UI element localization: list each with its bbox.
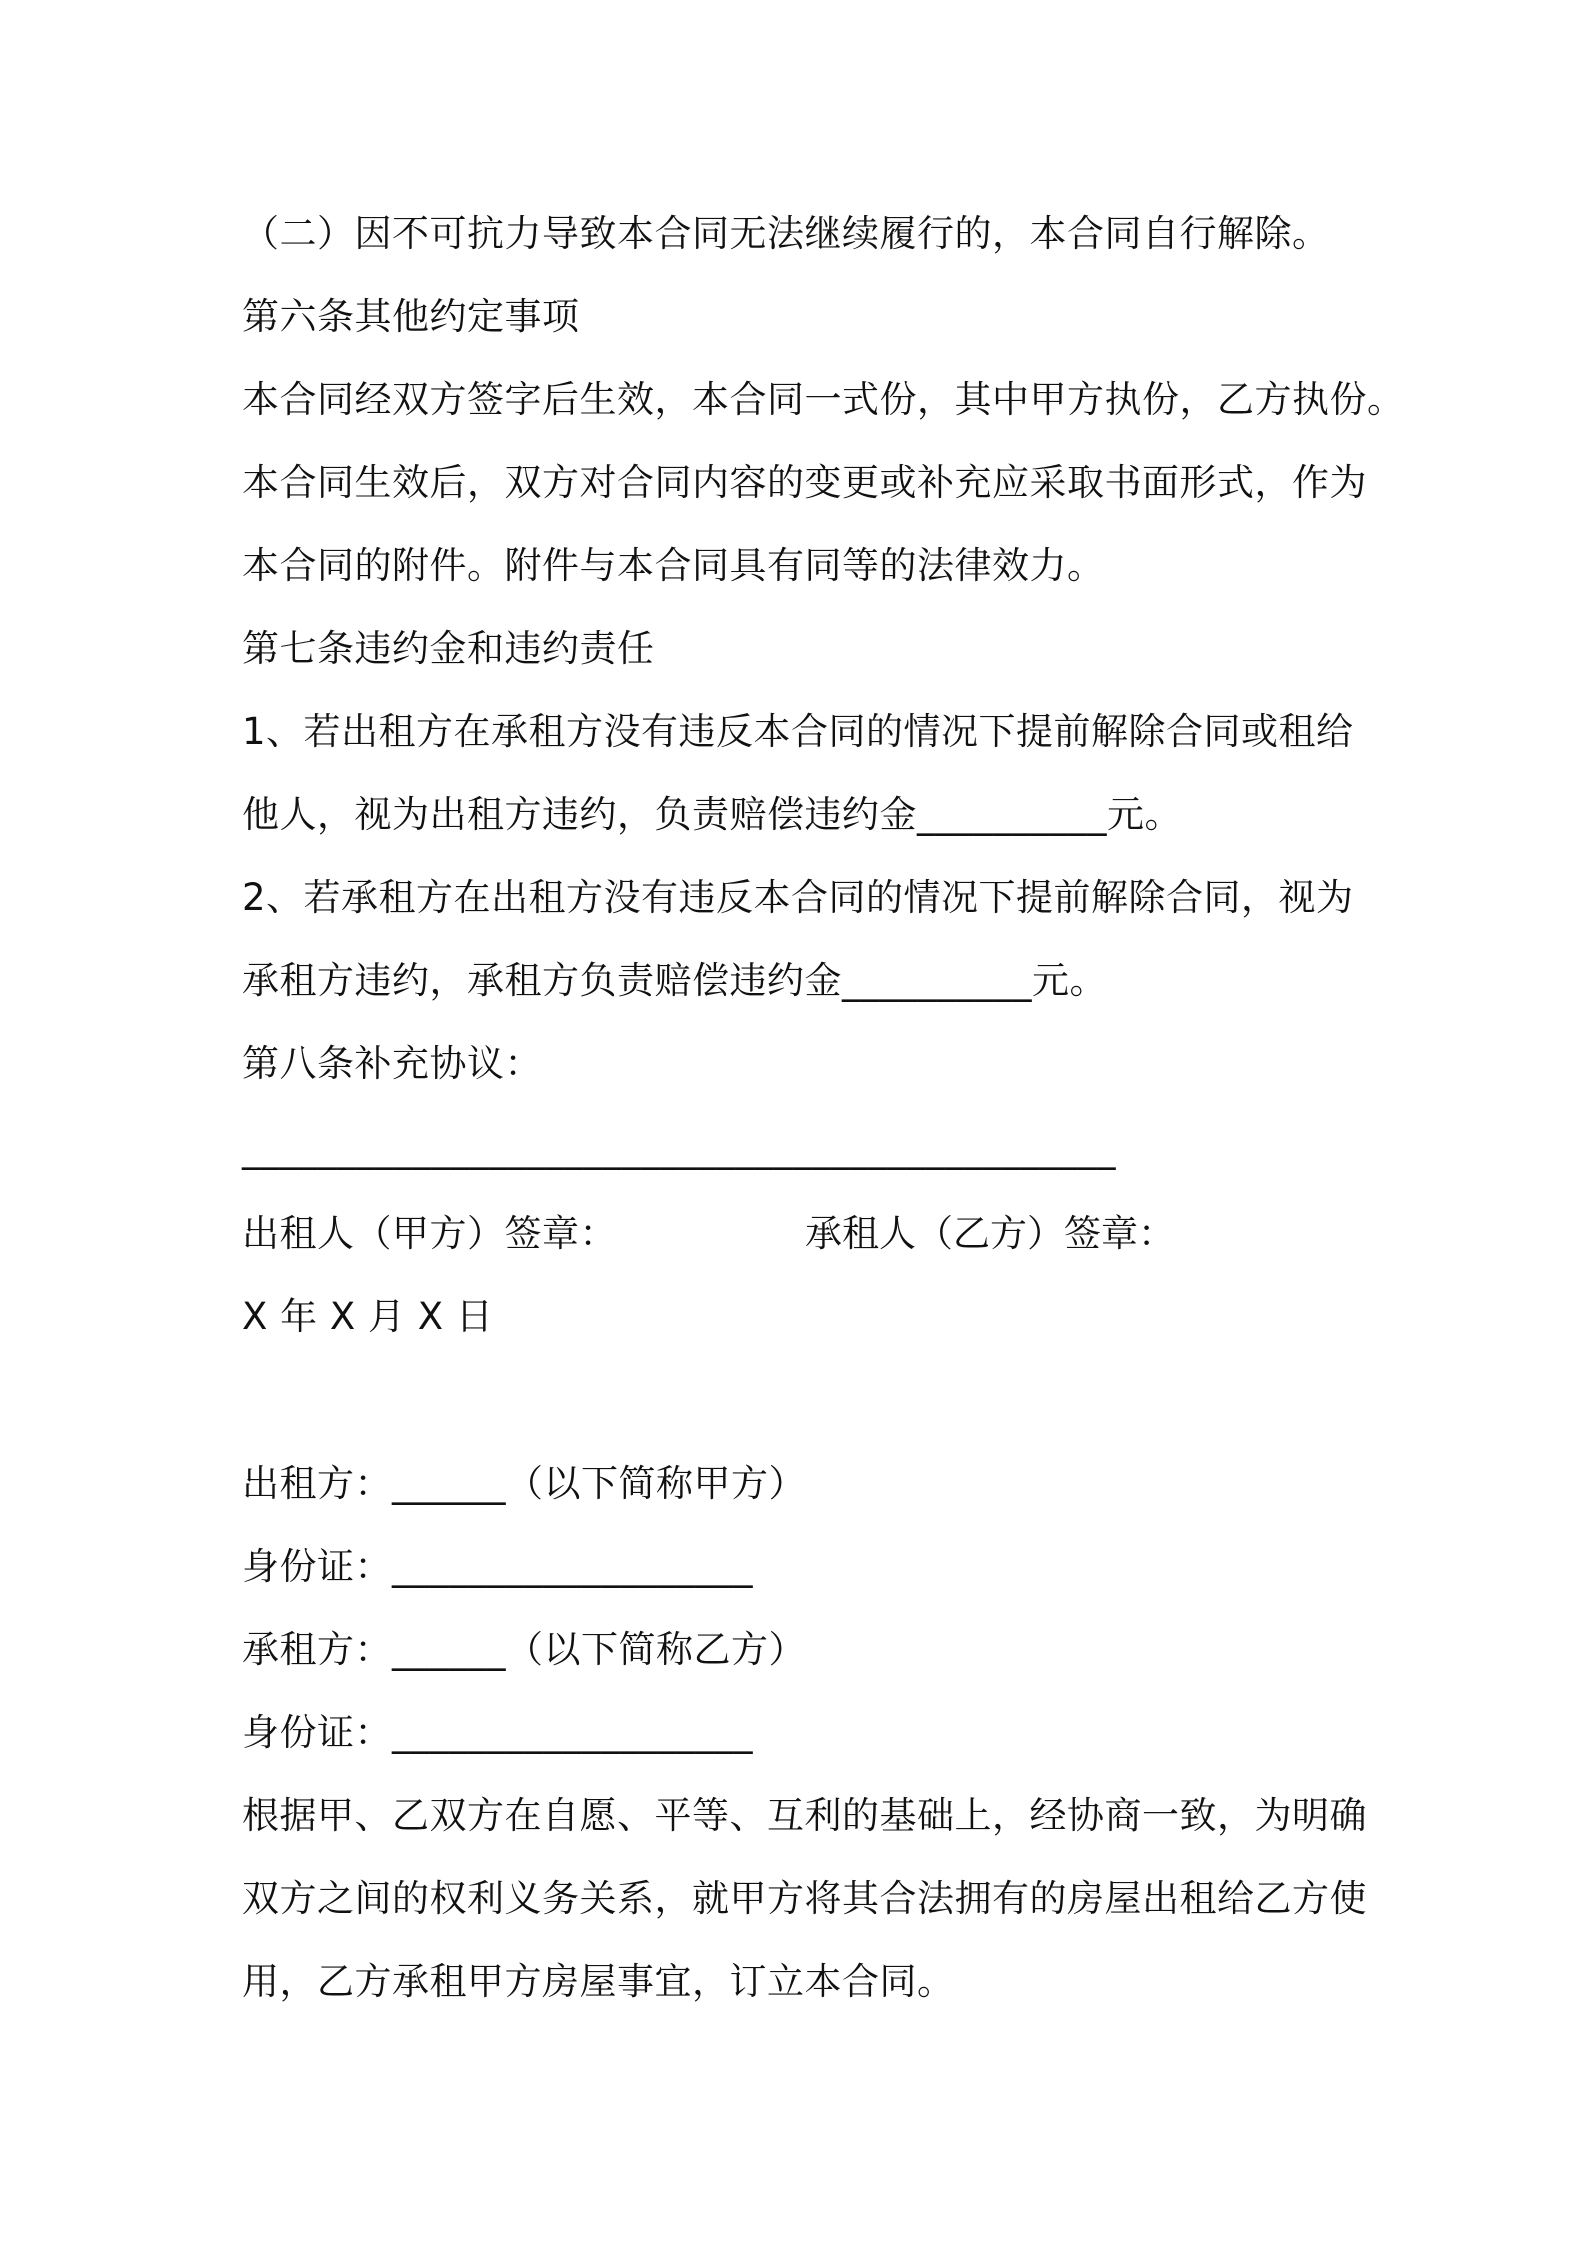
article-7-clause-1b: 他人，视为出租方违约，负责赔偿违约金__________元。 xyxy=(242,793,1182,836)
lessee-id: 身份证：___________________ xyxy=(242,1711,753,1754)
lessee-signature: 承租人（乙方）签章： xyxy=(805,1212,1175,1255)
article-7-heading: 第七条违约金和违约责任 xyxy=(242,627,655,670)
article-8-heading: 第八条补充协议： xyxy=(242,1042,542,1085)
article-6-text-1: 本合同经双方签字后生效，本合同一式份，其中甲方执份，乙方执份。 xyxy=(242,378,1405,421)
signature-date: X 年 X 月 X 日 xyxy=(242,1295,494,1338)
article-6-text-3: 本合同的附件。附件与本合同具有同等的法律效力。 xyxy=(242,544,1105,587)
lessor-id: 身份证：___________________ xyxy=(242,1545,753,1588)
article-6-heading: 第六条其他约定事项 xyxy=(242,295,580,338)
lessor-name: 出租方：______（以下简称甲方） xyxy=(242,1462,806,1505)
clause-force-majeure: （二）因不可抗力导致本合同无法继续履行的，本合同自行解除。 xyxy=(242,212,1330,255)
preamble-text-1: 根据甲、乙双方在自愿、平等、互利的基础上，经协商一致，为明确 xyxy=(242,1794,1367,1837)
preamble-text-3: 用，乙方承租甲方房屋事宜，订立本合同。 xyxy=(242,1960,955,2003)
article-6-text-2: 本合同生效后，双方对合同内容的变更或补充应采取书面形式，作为 xyxy=(242,461,1367,504)
article-7-clause-1a: 1、若出租方在承租方没有违反本合同的情况下提前解除合同或租给 xyxy=(242,710,1354,753)
preamble-text-2: 双方之间的权利义务关系，就甲方将其合法拥有的房屋出租给乙方使 xyxy=(242,1877,1367,1920)
article-7-clause-2b: 承租方违约，承租方负责赔偿违约金__________元。 xyxy=(242,959,1107,1002)
article-7-clause-2a: 2、若承租方在出租方没有违反本合同的情况下提前解除合同，视为 xyxy=(242,876,1354,919)
supplement-blank-line: ______________________________________________ xyxy=(242,1127,1116,1170)
lessee-name: 承租方：______（以下简称乙方） xyxy=(242,1628,806,1671)
lessor-signature: 出租人（甲方）签章： xyxy=(242,1212,617,1255)
